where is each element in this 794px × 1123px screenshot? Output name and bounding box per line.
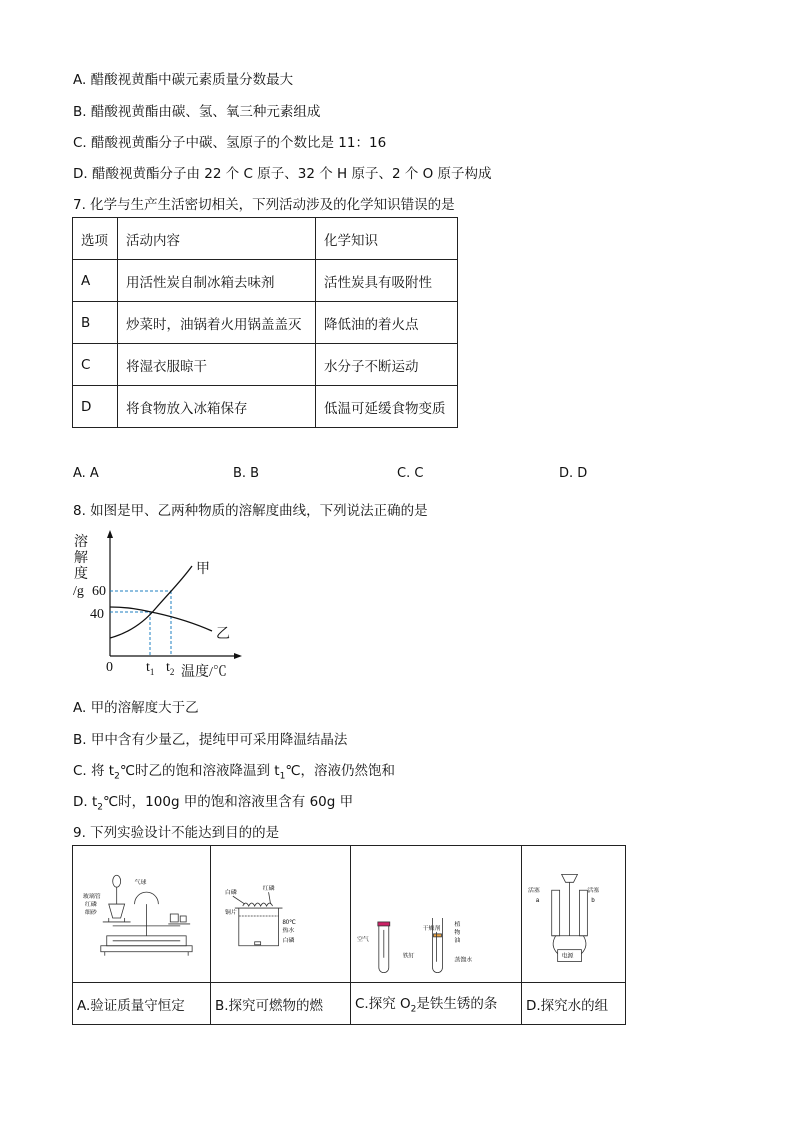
label-iron-nail: 铁钉 [402, 953, 415, 960]
x-axis-arrow [234, 653, 242, 659]
table-cell: 用活性炭自制冰箱去味剂 [118, 260, 316, 302]
q7-choice-c: C. C [397, 466, 424, 481]
q8-option-a: A. 甲的溶解度大于乙 [73, 700, 199, 716]
table-row [73, 302, 458, 344]
table-header: 活动内容 [118, 218, 316, 260]
q9-table [72, 845, 626, 1025]
y-axis-label-char: 度 [74, 567, 88, 582]
y-axis-label-char: 解 [74, 551, 88, 566]
q6-option-c: C. 醋酸视黄酯分子中碳、氢原子的个数比是 11：16 [73, 135, 387, 151]
label-oil: 油 [454, 937, 461, 944]
q8-stem: 8. 如图是甲、乙两种物质的溶解度曲线，下列说法正确的是 [73, 503, 428, 519]
table-row [73, 260, 458, 302]
label-hot-water: 热水 [282, 927, 295, 934]
q8-option-c: C. 将 $t_2℃$时乙的饱和溶液降温到 $t_1℃$，溶液仍然饱和 [73, 763, 395, 782]
x-tick-t2: $t_2$ [166, 660, 175, 677]
caption-a: A.验证质量守恒定 [73, 983, 211, 1025]
table-cell: D [73, 386, 118, 428]
table-header: 化学知识 [316, 218, 458, 260]
label-plant: 物 [454, 929, 461, 936]
q7-table [72, 217, 458, 428]
origin-label: 0 [106, 660, 113, 675]
table-cell: 低温可延缓食物变质 [316, 386, 458, 428]
label-glass-tube: 玻璃管 [82, 894, 101, 901]
q7-stem: 7. 化学与生产生活密切相关，下列活动涉及的化学知识错误的是 [73, 197, 455, 213]
solubility-curve-figure [70, 528, 245, 683]
curve-yi [110, 607, 212, 631]
label-copper-sheet: 铜片 [224, 910, 237, 916]
q7-choice-a: A. A [73, 466, 99, 481]
q7-choice-d: D. D [559, 466, 588, 481]
label-desiccant: 干燥剂 [422, 925, 441, 932]
label-plant: 植 [454, 921, 461, 928]
label-temperature: 80℃ [282, 919, 296, 926]
table-cell: C [73, 344, 118, 386]
x-axis-label: 温度/℃ [181, 665, 227, 680]
table-header: 选项 [73, 218, 118, 260]
table-row [73, 344, 458, 386]
label-balloon: 气球 [134, 880, 147, 887]
label-fine-sand: 细砂 [84, 910, 97, 916]
q6-option-b: B. 醋酸视黄酯由碳、氢、氧三种元素组成 [73, 104, 321, 120]
table-cell: 水分子不断运动 [316, 344, 458, 386]
figure-combustion [211, 846, 351, 983]
table-row [73, 386, 458, 428]
q8-option-b: B. 甲中含有少量乙，提纯甲可采用降温结晶法 [73, 732, 348, 748]
curve-jia [110, 566, 192, 638]
table-header-row [73, 218, 458, 260]
table-cell: 将湿衣服晾干 [118, 344, 316, 386]
series-label-yi: 乙 [216, 627, 230, 642]
caption-b: B.探究可燃物的燃 [211, 983, 351, 1025]
table-row [73, 846, 626, 983]
table-cell: 活性炭具有吸附性 [316, 260, 458, 302]
x-tick-t1: $t_1$ [146, 660, 155, 677]
label-stopcock: 活塞 [587, 888, 600, 895]
label-distilled-water: 蒸馏水 [454, 957, 473, 964]
caption-c: C.探究 $O_2$是铁生锈的条 [351, 983, 522, 1025]
y-tick-60: 60 [92, 584, 106, 599]
label-a: a [535, 898, 540, 905]
label-red-phosphorus: 红磷 [84, 902, 97, 909]
q6-option-d: D. 醋酸视黄酯分子由 22 个 C 原子、32 个 H 原子、2 个 O 原子构成 [73, 166, 492, 182]
q6-option-a: A. 醋酸视黄酯中碳元素质量分数最大 [73, 72, 294, 88]
y-tick-40: 40 [90, 607, 104, 622]
label-stopcock: 活塞 [527, 888, 540, 895]
figure-balance [73, 846, 211, 983]
q8-option-d: D. $t_2℃$时，100g 甲的饱和溶液里含有 60g 甲 [73, 794, 354, 813]
table-cell: 炒菜时，油锅着火用锅盖盖灭 [118, 302, 316, 344]
label-red-phosphorus: 红磷 [262, 886, 275, 893]
q9-stem: 9. 下列实验设计不能达到目的的是 [73, 825, 280, 841]
label-white-phosphorus-water: 白磷 [282, 937, 295, 944]
table-cell: 将食物放入冰箱保存 [118, 386, 316, 428]
figure-rust [351, 846, 522, 983]
y-axis-label-char: 溶 [74, 535, 88, 550]
table-row [73, 983, 626, 1025]
label-air: 空气 [356, 936, 369, 943]
y-axis-arrow [107, 530, 113, 538]
figure-electrolysis [522, 846, 626, 983]
series-label-jia: 甲 [196, 562, 210, 577]
label-power-supply: 电源 [561, 953, 574, 960]
y-axis-label-unit: /g [73, 584, 84, 599]
table-cell: B [73, 302, 118, 344]
label-b: b [591, 898, 595, 905]
table-cell: A [73, 260, 118, 302]
caption-d: D.探究水的组 [522, 983, 626, 1025]
q7-choice-b: B. B [233, 466, 260, 481]
table-cell: 降低油的着火点 [316, 302, 458, 344]
label-white-phosphorus: 白磷 [224, 890, 237, 897]
